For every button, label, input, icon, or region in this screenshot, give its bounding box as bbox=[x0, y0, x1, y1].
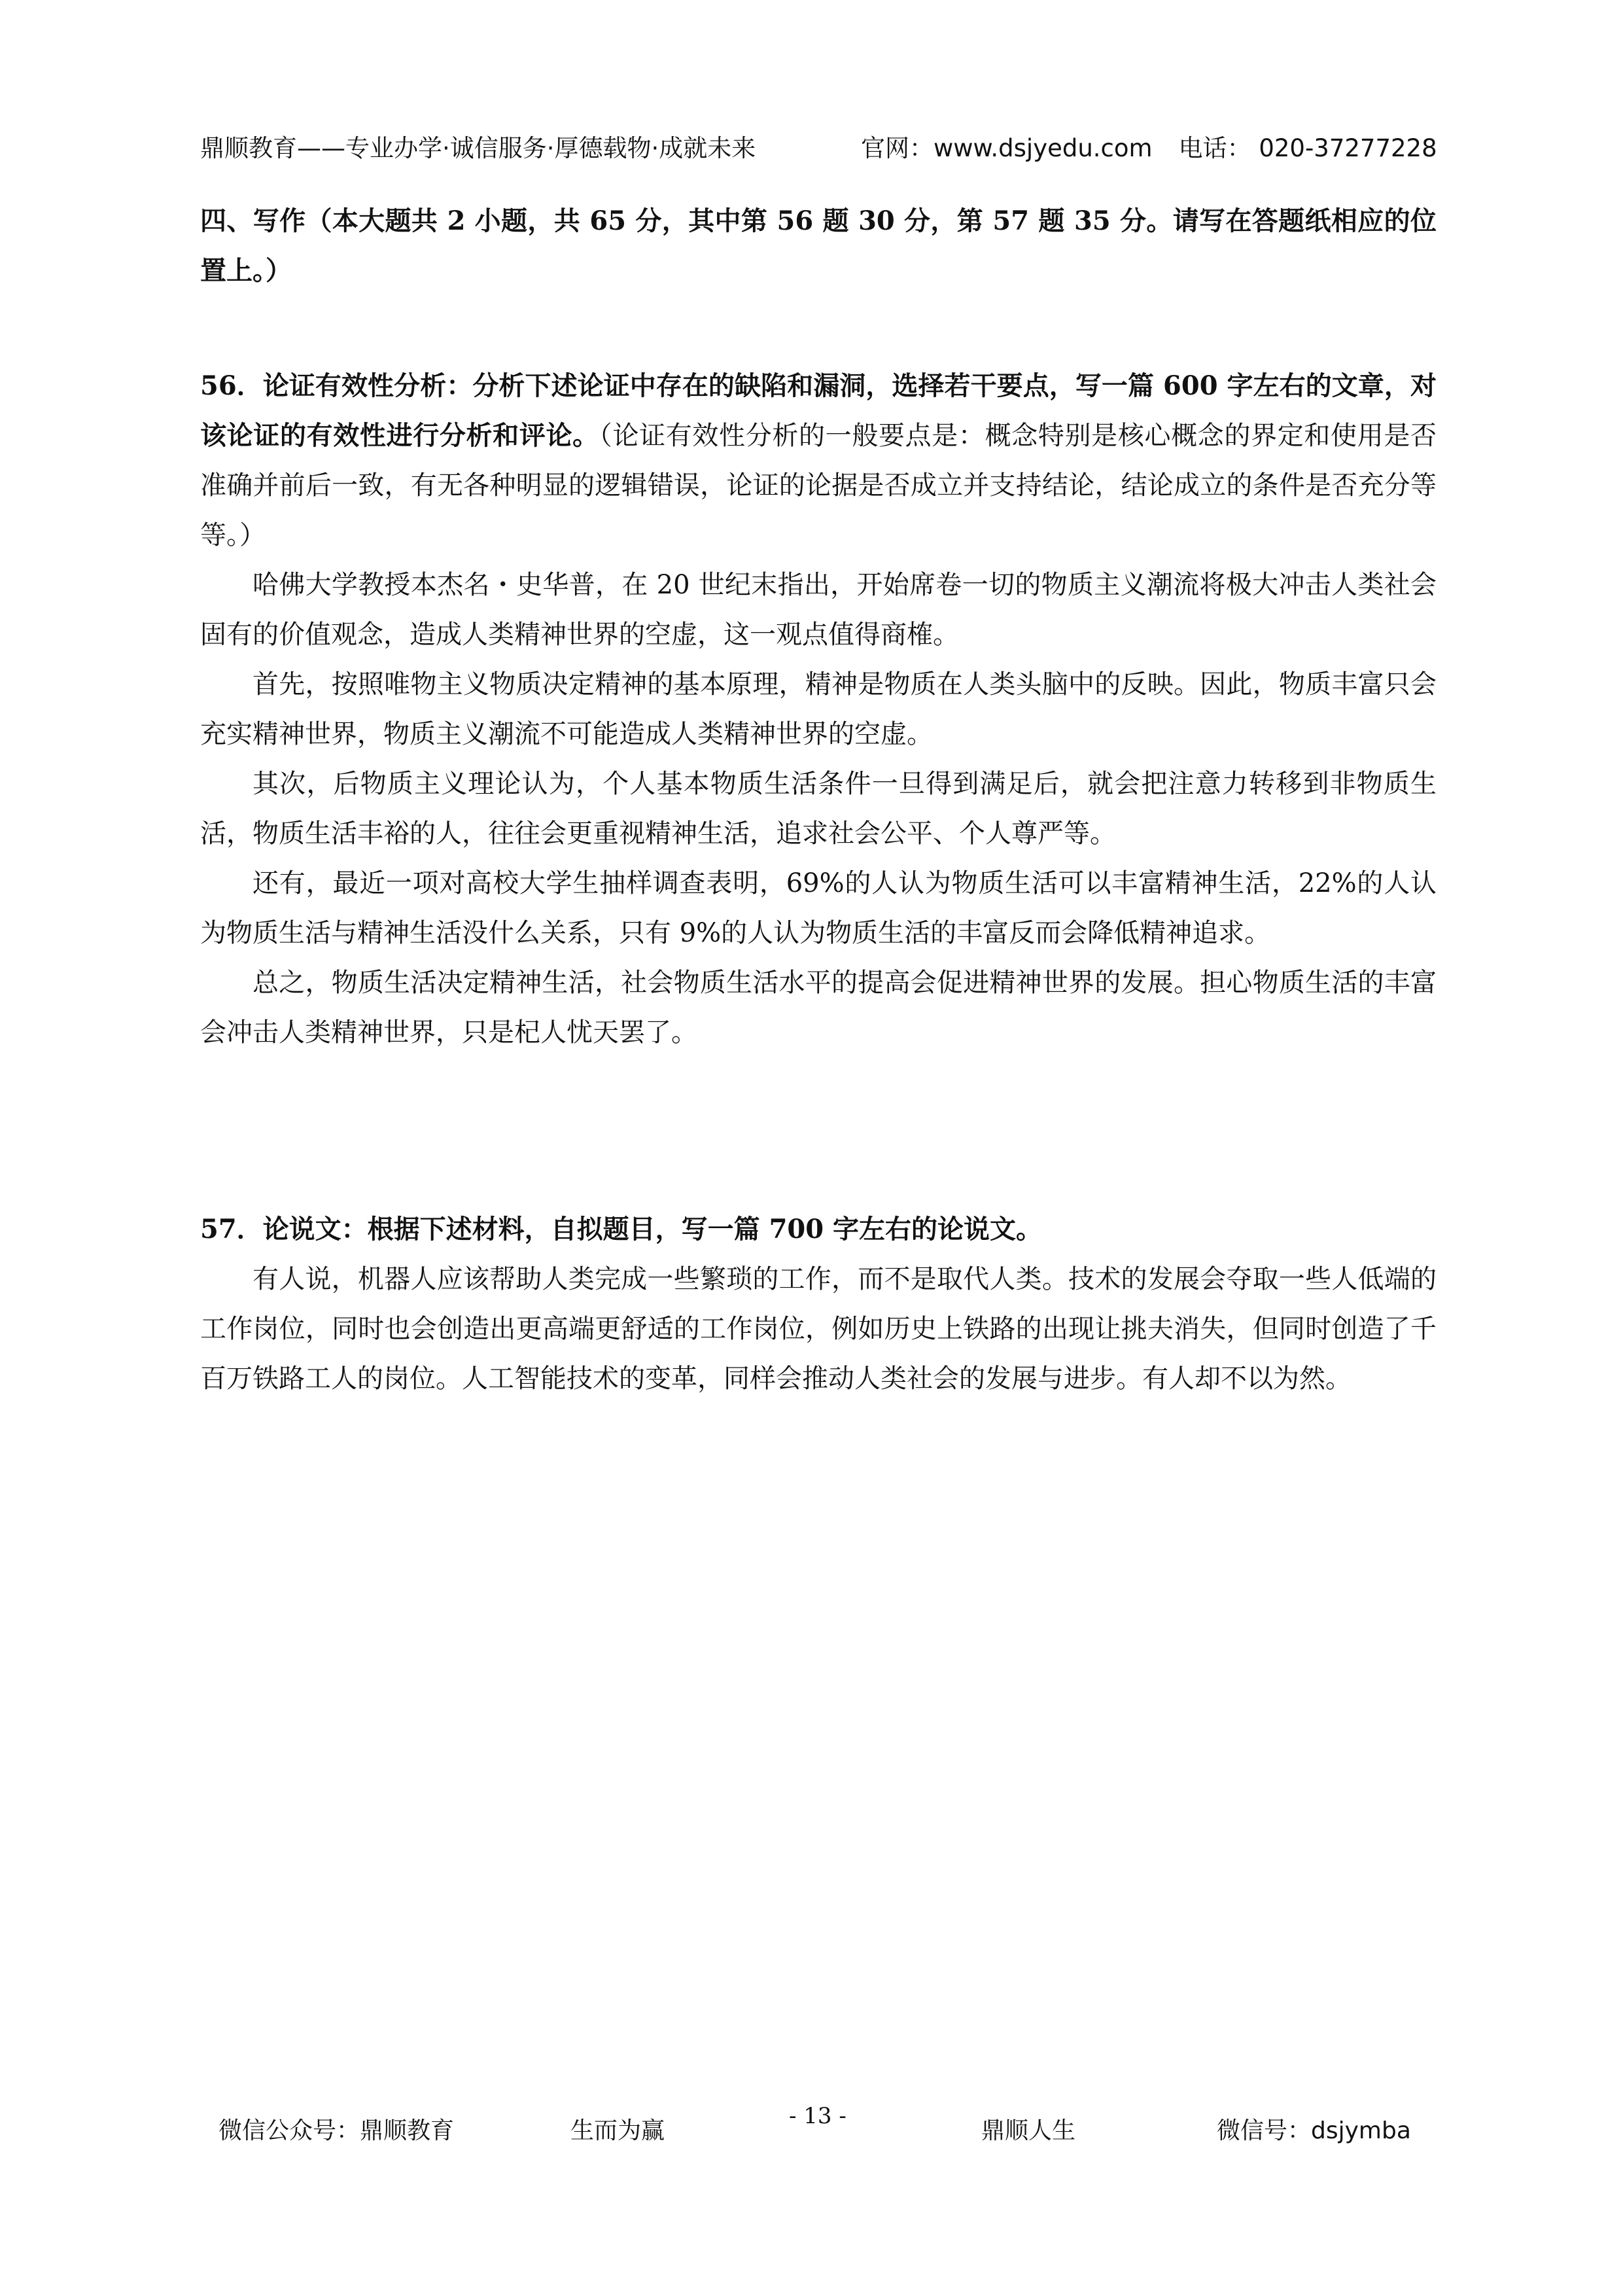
question-56-paragraph: 首先，按照唯物主义物质决定精神的基本原理，精神是物质在人类头脑中的反映。因此，物质丰富只会充实精神世界，物质主义潮流不可能造成人类精神世界的空虚。 bbox=[200, 669, 1437, 749]
header-contact bbox=[861, 128, 1437, 164]
page-content bbox=[200, 196, 1437, 1404]
section-gap bbox=[200, 1057, 1437, 1205]
page-number: - 13 - bbox=[789, 2103, 846, 2129]
question-56-paragraph: 其次，后物质主义理论认为，个人基本物质生活条件一旦得到满足后，就会把注意力转移到非物质生活，物质生活丰裕的人，往往会更重视精神生活，追求社会公平、个人尊严等。 bbox=[200, 769, 1437, 849]
question-56-prompt bbox=[200, 361, 1437, 560]
header-website: 官网：www.dsjyedu.com bbox=[861, 134, 1153, 162]
section-title: 四、写作（本大题共 2 小题，共 65 分，其中第 56 题 30 分，第 57 题 35 分。请写在答题纸相应的位置上。） bbox=[200, 205, 1437, 286]
header-org-slogan: 鼎顺教育——专业办学·诚信服务·厚德载物·成就未来 bbox=[200, 134, 756, 162]
page-header bbox=[200, 128, 1437, 168]
question-56-prompt-note: （论证有效性分析的一般要点是：概念特别是核心概念的界定和使用是否准确并前后一致，有无各种明显的逻辑错误，论证的论据是否成立并支持结论，结论成立的条件是否充分等等。） bbox=[200, 421, 1437, 550]
question-57-paragraph: 有人说，机器人应该帮助人类完成一些繁琐的工作，而不是取代人类。技术的发展会夺取一些人低端的工作岗位，同时也会创造出更高端更舒适的工作岗位，例如历史上铁路的出现让挑夫消失，但同时创造了千百万铁路工人的岗位。人工智能技术的变革，同样会推动人类社会的发展与进步。有人却不以为然。 bbox=[200, 1264, 1437, 1394]
footer-brand: 鼎顺人生 bbox=[981, 2117, 1076, 2144]
header-phone: 电话： 020-37277228 bbox=[1178, 134, 1437, 162]
page-footer bbox=[0, 2103, 1623, 2151]
footer-wechat-public: 微信公众号：鼎顺教育 bbox=[218, 2117, 455, 2144]
question-56-paragraph: 总之，物质生活决定精神生活，社会物质生活水平的提高会促进精神世界的发展。担心物质生活的丰富会冲击人类精神世界，只是杞人忧天罢了。 bbox=[200, 968, 1437, 1048]
question-56-prompt-bold: 56．论证有效性分析：分析下述论证中存在的缺陷和漏洞，选择若干要点，写一篇 600 字左右的文章，对该论证的有效性进行分析和评论。 bbox=[200, 370, 1437, 451]
footer-slogan: 生而为赢 bbox=[570, 2117, 665, 2144]
footer-wechat-id: 微信号：dsjymba bbox=[1217, 2117, 1411, 2144]
question-56-paragraph: 还有，最近一项对高校大学生抽样调查表明，69%的人认为物质生活可以丰富精神生活，22%的人认为物质生活与精神生活没什么关系，只有 9%的人认为物质生活的丰富反而会降低精神追求。 bbox=[200, 868, 1437, 948]
question-57-prompt: 57．论说文：根据下述材料，自拟题目，写一篇 700 字左右的论说文。 bbox=[200, 1214, 1043, 1245]
question-56-paragraph: 哈佛大学教授本杰名・史华普，在 20 世纪末指出，开始席卷一切的物质主义潮流将极大冲击人类社会固有的价值观念，造成人类精神世界的空虚，这一观点值得商榷。 bbox=[200, 570, 1437, 650]
